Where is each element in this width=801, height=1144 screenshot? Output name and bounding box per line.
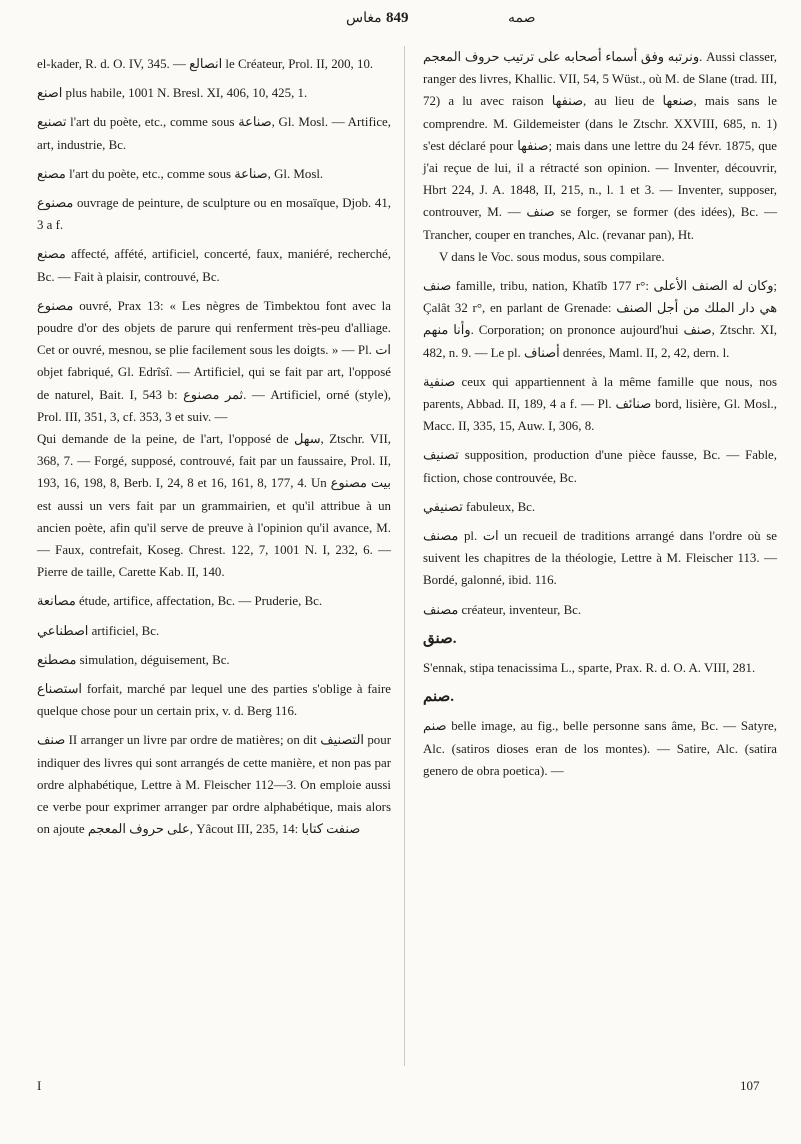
entry-paragraph: صنفية ceux qui appartiennent à la même famille que nous, nos parents, Abbad. II, 189, 4 a f. — Pl. صنائف bord, lisière, Gl. Mosl., Macc. II, 335, 15, Auw. I, 306, 8. (423, 374, 777, 434)
entry-paragraph: تصنيفي fabuleux, Bc. (423, 499, 536, 514)
entry-paragraph: مصنع affecté, affété, artificiel, concerté, faux, maniéré, recherché, Bc. — Fait à plaisir, controuvé, Bc. (37, 247, 391, 284)
entry-paragraph: مصنف créateur, inventeur, Bc. (423, 602, 582, 617)
running-head-right: صمه (508, 11, 536, 26)
section-heading: صنق. (423, 630, 457, 647)
entry-paragraph: صنم belle image, au fig., belle personne sans âme, Bc. — Satyre, Alc. (satiros dioses eran de los montes). — Satire, Alc. (satira genero de obra poetica). — (423, 719, 777, 778)
left-column (37, 46, 391, 841)
entry-paragraph: ونرتبه وفق أسماء أصحابه على ترتيب حروف المعجم. Aussi classer, ranger des livres, Khallic. VII, 54, 5 Wüst., où M. de Slane (trad. III, 72) a lu avec raison صنفها, au lieu de صنعها, mais sans le comprendre. M. Gildemeister (dans le Ztschr. XXVIII, 685, n. 1) s'est déclaré pour صنفها; mais dans une lettre du 24 févr. 1875, que j'ai reçue de lui, il a rétracté son opinion. — Inventer, découvrir, Hbrt 224, J. A. 1848, II, 215, n., l. 1 et 3. — Inventer, supposer, controuver, M. — صنف se forger, se former (des idées), Bc. — Trancher, couper en tranches, Alc. (revanar pan), Ht. (423, 50, 777, 242)
entry-paragraph: صنف famille, tribu, nation, Khatîb 177 r°: وكان له الصنف الأعلى; Çalât 32 r°, en parlant de Grenade: هي دار الملك من أجل الصنف وأنا منهم. Corporation; on prononce aujourd'hui صنف, Ztschr. XI, 482, n. 9. — Le pl. أصناف denrées, Maml. II, 2, 42, dern. l. (423, 279, 778, 360)
page-number: 849 (386, 10, 409, 26)
entry-paragraph: مصانعة étude, artifice, affectation, Bc. — Pruderie, Bc. (37, 594, 323, 609)
entry-paragraph: صنف II arranger un livre par ordre de matières; on dit التصنيف pour indiquer des livres qui sont arrangés de cette manière, et non pas par ordre alphabétique, Lettre à M. Fleischer 112—3. On emploie aussi ce verbe pour exprimer arranger par ordre alphabétique, mais alors on ajoute على حروف المعجم, Yâcout III, 235, 14: صنفت كتابا (37, 733, 391, 837)
entry-paragraph: مصنف pl. ات un recueil de traditions arrangé dans l'ordre où se suivent les chapitres de la théologie, Lettre à M. Fleischer 113. — Bordé, galonné, ibid. 116. (423, 529, 777, 588)
entry-paragraph: مصنع l'art du poète, etc., comme sous صناعة, Gl. Mosl. (37, 166, 324, 181)
entry-paragraph: S'ennak, stipa tenacissima L., sparte, Prax. R. d. O. A. VIII, 281. (423, 661, 756, 676)
section-heading: صنم. (423, 689, 454, 706)
right-column (423, 46, 777, 782)
signature-mark: I (37, 1078, 42, 1093)
entry-paragraph: استصناع forfait, marché par lequel une des parties s'oblige à faire quelque chose pour un certain prix, v. d. Berg 116. (37, 682, 391, 719)
entry-paragraph: V dans le Voc. sous modus, sous compilare. (439, 249, 665, 264)
entry-paragraph: اصنع plus habile, 1001 N. Bresl. XI, 406, 10, 425, 1. (37, 86, 308, 101)
entry-paragraph: اصطناعي artificiel, Bc. (37, 623, 160, 638)
entry-paragraph: Qui demande de la peine, de l'art, l'opposé de سهل, Ztschr. VII, 368, 7. — Forgé, supposé, controuvé, fait par un faussaire, Prol. II, 193, 16, 198, 8, Berb. I, 24, 8 et 16, 161, 8, 177, 4. Un بيت مصنوع est aussi un vers fait par un grammairien, et qu'il attribue à un ancien poète, afin qu'il serve de preuve à l'opinion qu'il avance, M. — Faux, contrefait, Koseg. Chrest. 122, 7, 1001 N. I, 232, 6. — Pierre de taille, Carette Kab. II, 140. (37, 432, 392, 580)
entry-paragraph: مصنوع ouvrage de peinture, de sculpture ou en mosaïque, Djob. 41, 3 a f. (37, 196, 391, 233)
entry-paragraph: مصطنع simulation, déguisement, Bc. (37, 652, 230, 667)
running-head-left: مغاس (346, 11, 382, 26)
entry-paragraph: تصنيع l'art du poète, etc., comme sous صناعة, Gl. Mosl. — Artifice, art, industrie, Bc. (37, 115, 391, 152)
entry-paragraph: مصنوع ouvré, Prax 13: « Les nègres de Timbektou font avec la poudre d'or des objets de parure qui renferment très-peu d'alliage. Cet or ouvré, mesnou, se plie facilement sous les doigts. » — Pl. ات objet fabriqué, Gl. Edrîsî. — Artificiel, qui se fait par art, l'opposé de naturel, Bait. I, 543 b: ثمر مصنوع. — Artificiel, orné (style), Prol. III, 351, 3, cf. 353, 3 et suiv. — (37, 298, 392, 424)
column-divider (404, 46, 405, 1066)
entry-paragraph: el-kader, R. d. O. IV, 345. — انصالع le Créateur, Prol. II, 200, 10. (37, 57, 374, 71)
entry-paragraph: تصنيف supposition, production d'une pièce fausse, Bc. — Fable, fiction, chose controuvée, Bc. (423, 448, 777, 485)
gathering-number: 107 (740, 1078, 760, 1093)
